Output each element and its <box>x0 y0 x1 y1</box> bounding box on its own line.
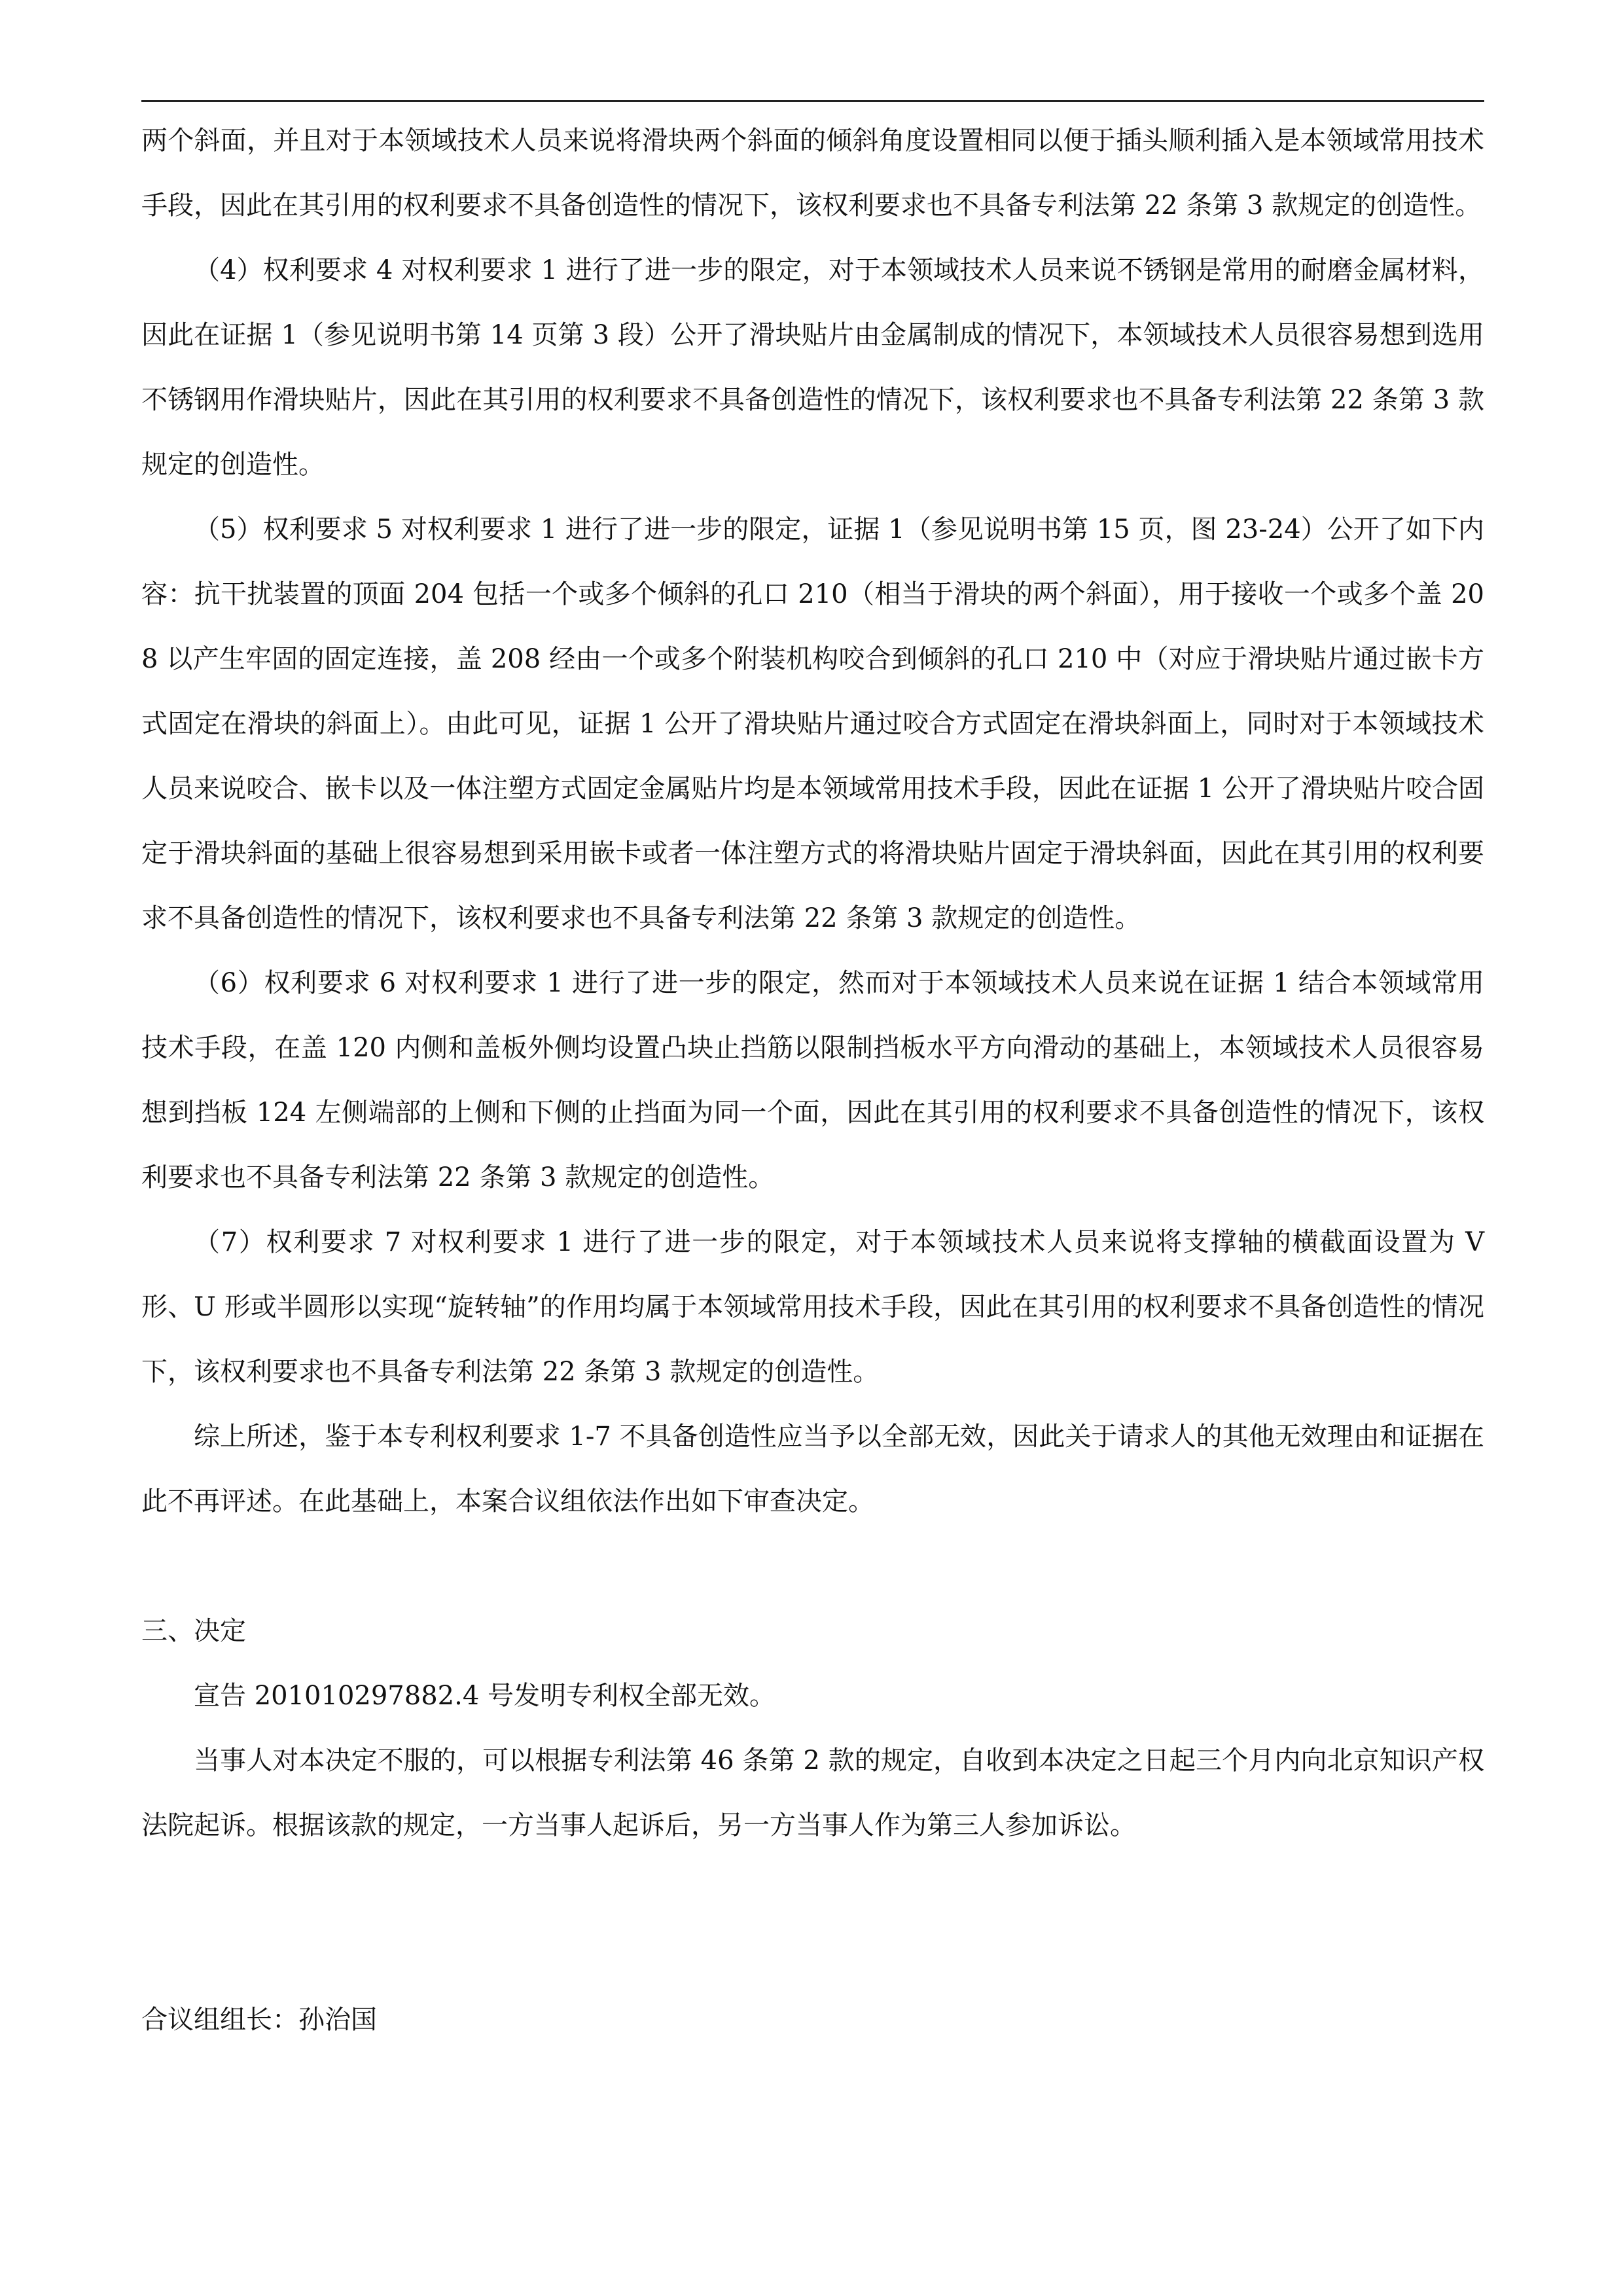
paragraph-summary: 综上所述，鉴于本专利权利要求 1-7 不具备创造性应当予以全部无效，因此关于请求人的其他无效理由和证据在此不再评述。在此基础上，本案合议组依法作出如下审查决定。 <box>141 1422 1484 1516</box>
paragraph-claim-5: （5）权利要求 5 对权利要求 1 进行了进一步的限定，证据 1（参见说明书第 15 页，图 23-24）公开了如下内容：抗干扰装置的顶面 204 包括一个或多个倾斜的孔口 210（相当于滑块的两个斜面），用于接收一个或多个盖 208 以产生牢固的固定连接，盖 208 经由一个或多个附装机构咬合到倾斜的孔口 210 中（对应于滑块贴片通过嵌卡方式固定在滑块的斜面上）。由此可见，证据 1 公开了滑块贴片通过咬合方式固定在滑块斜面上，同时对于本领域技术人员来说咬合、嵌卡以及一体注塑方式固定金属贴片均是本领域常用技术手段，因此在证据 1 公开了滑块贴片咬合固定于滑块斜面的基础上很容易想到采用嵌卡或者一体注塑方式的将滑块贴片固定于滑块斜面，因此在其引用的权利要求不具备创造性的情况下，该权利要求也不具备专利法第 22 条第 3 款规定的创造性。 <box>141 514 1484 933</box>
paragraph-claim-7: （7）权利要求 7 对权利要求 1 进行了进一步的限定，对于本领域技术人员来说将支撑轴的横截面设置为 V 形、U 形或半圆形以实现“旋转轴”的作用均属于本领域常用技术手段，因此在其引用的权利要求不具备创造性的情况下，该权利要求也不具备专利法第 22 条第 3 款规定的创造性。 <box>141 1227 1484 1387</box>
decision-declaration: 宣告 201010297882.4 号发明专利权全部无效。 <box>194 1681 776 1711</box>
paragraph-claim-4: （4）权利要求 4 对权利要求 1 进行了进一步的限定，对于本领域技术人员来说不锈钢是常用的耐磨金属材料，因此在证据 1（参见说明书第 14 页第 3 段）公开了滑块贴片由金属制成的情况下，本领域技术人员很容易想到选用不锈钢用作滑块贴片，因此在其引用的权利要求不具备创造性的情况下，该权利要求也不具备专利法第 22 条第 3 款规定的创造性。 <box>141 255 1484 480</box>
header-rule <box>141 100 1484 102</box>
paragraph-claim-6: （6）权利要求 6 对权利要求 1 进行了进一步的限定，然而对于本领域技术人员来说在证据 1 结合本领域常用技术手段，在盖 120 内侧和盖板外侧均设置凸块止挡筋以限制挡板水平方向滑动的基础上，本领域技术人员很容易想到挡板 124 左侧端部的上侧和下侧的止挡面为同一个面，因此在其引用的权利要求不具备创造性的情况下，该权利要求也不具备专利法第 22 条第 3 款规定的创造性。 <box>141 968 1484 1193</box>
panel-leader-signature: 合议组组长：孙治国 <box>141 2005 377 2035</box>
continuation-paragraph: 两个斜面，并且对于本领域技术人员来说将滑块两个斜面的倾斜角度设置相同以便于插头顺利插入是本领域常用技术手段，因此在其引用的权利要求不具备创造性的情况下，该权利要求也不具备专利法第 22 条第 3 款规定的创造性。 <box>141 126 1484 221</box>
section-heading-decision: 三、决定 <box>141 1616 246 1646</box>
decision-appeal-notice: 当事人对本决定不服的，可以根据专利法第 46 条第 2 款的规定，自收到本决定之日起三个月内向北京知识产权法院起诉。根据该款的规定，一方当事人起诉后，另一方当事人作为第三人参加诉讼。 <box>141 1746 1484 1840</box>
document-body <box>141 109 1484 2053</box>
